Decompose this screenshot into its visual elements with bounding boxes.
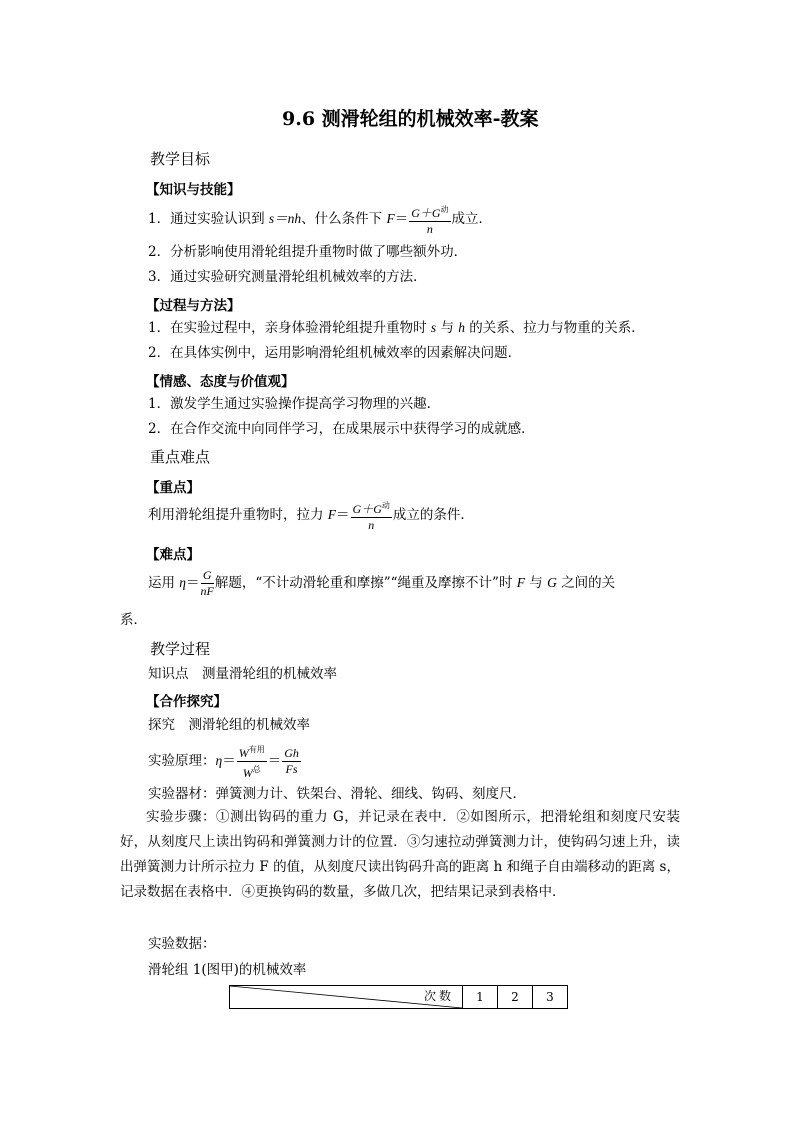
- difficult-point-text-cont: 系．: [120, 612, 147, 628]
- formula-fraction: $\frac{G+G^动}{n}$: [351, 498, 392, 533]
- document-title: 9.6 测滑轮组的机械效率-教案: [282, 108, 539, 130]
- section-teaching-goals: 教学目标: [150, 150, 211, 168]
- heading-process-method: 【过程与方法】: [146, 298, 241, 314]
- explore-title: 探究 测滑轮组的机械效率: [148, 717, 310, 733]
- experiment-data-label: 实验数据：: [148, 936, 216, 952]
- goal-process-1: 1．在实验过程中，亲身体验滑轮组提升重物时 s 与 h 的关系、拉力与物重的关系．: [148, 320, 645, 336]
- goal-knowledge-3: 3．通过实验研究测量滑轮组机械效率的方法．: [148, 269, 427, 285]
- goal-emotion-2: 2．在合作交流中向同伴学习，在成果展示中获得学习的成就感．: [148, 421, 535, 437]
- goal-emotion-1: 1．激发学生通过实验操作提高学习物理的兴趣．: [148, 396, 441, 412]
- experiment-equipment: 实验器材：弹簧测力计、铁架台、滑轮、细线、钩码、刻度尺．: [148, 786, 526, 802]
- heading-cooperative-inquiry: 【合作探究】: [146, 694, 227, 710]
- experiment-principle: 实验原理：η＝ $\frac{W^{有用}}{W^总}$ ＝ $\frac{Gh}{Fs}$: [148, 742, 302, 781]
- gh-fs-fraction: $\frac{Gh}{Fs}$: [284, 746, 299, 776]
- section-teaching-process: 教学过程: [150, 640, 211, 658]
- heading-difficult-point: 【难点】: [146, 547, 200, 563]
- goal-knowledge-2: 2．分析影响使用滑轮组提升重物时做了哪些额外功．: [148, 244, 468, 260]
- knowledge-point: 知识点 测量滑轮组的机械效率: [148, 666, 337, 682]
- table-caption: 滑轮组 1(图甲)的机械效率: [148, 962, 307, 978]
- table-col-1: 1: [463, 986, 498, 1009]
- heading-emotion-attitude: 【情感、态度与价值观】: [146, 374, 295, 390]
- formula-fraction: $\frac{G+G^动}{n}$: [409, 202, 450, 237]
- goal-knowledge-1: 1．通过实验认识到 s＝nh、什么条件下 F＝ $\frac{G+G^动}{n}$ 成立．: [148, 202, 492, 237]
- efficiency-table: [229, 985, 568, 1009]
- heading-knowledge-skills: 【知识与技能】: [146, 182, 241, 198]
- table-col-3: 3: [533, 986, 568, 1009]
- table-header-diagonal-cell: 次数: [230, 986, 463, 1009]
- goal-process-2: 2．在具体实例中，运用影响滑轮组机械效率的因素解决问题．: [148, 345, 522, 361]
- section-key-difficult: 重点难点: [150, 448, 211, 466]
- heading-key-point: 【重点】: [146, 480, 200, 496]
- work-fraction: $\frac{W^{有用}}{W^总}$: [237, 742, 267, 781]
- formula-fraction: $\frac{G}{nF}$: [200, 568, 214, 598]
- key-point-text: 利用滑轮组提升重物时，拉力 F＝ $\frac{G+G^动}{n}$ 成立的条件．: [148, 498, 474, 533]
- difficult-point-text: 运用 η＝ $\frac{G}{nF}$ 解题，“不计动滑轮重和摩擦”“绳重及摩擦不计”时 F 与 G 之间的关: [148, 568, 616, 598]
- table-row: [230, 986, 568, 1009]
- table-col-2: 2: [498, 986, 533, 1009]
- experiment-steps: 实验步骤：①测出钩码的重力 G，并记录在表中．②如图所示，把滑轮组和刻度尺安装好，从刻度尺上读出钩码和弹簧测力计的位置．③匀速拉动弹簧测力计，使钩码匀速上升，读出弹簧测力计所示拉力 F 的值，从刻度尺读出钩码升高的距离 h 和绳子自由端移动的距离 s，记录数据在表格中．④更换钩码的数量，多做几次，把结果记录到表格中．: [120, 809, 680, 900]
